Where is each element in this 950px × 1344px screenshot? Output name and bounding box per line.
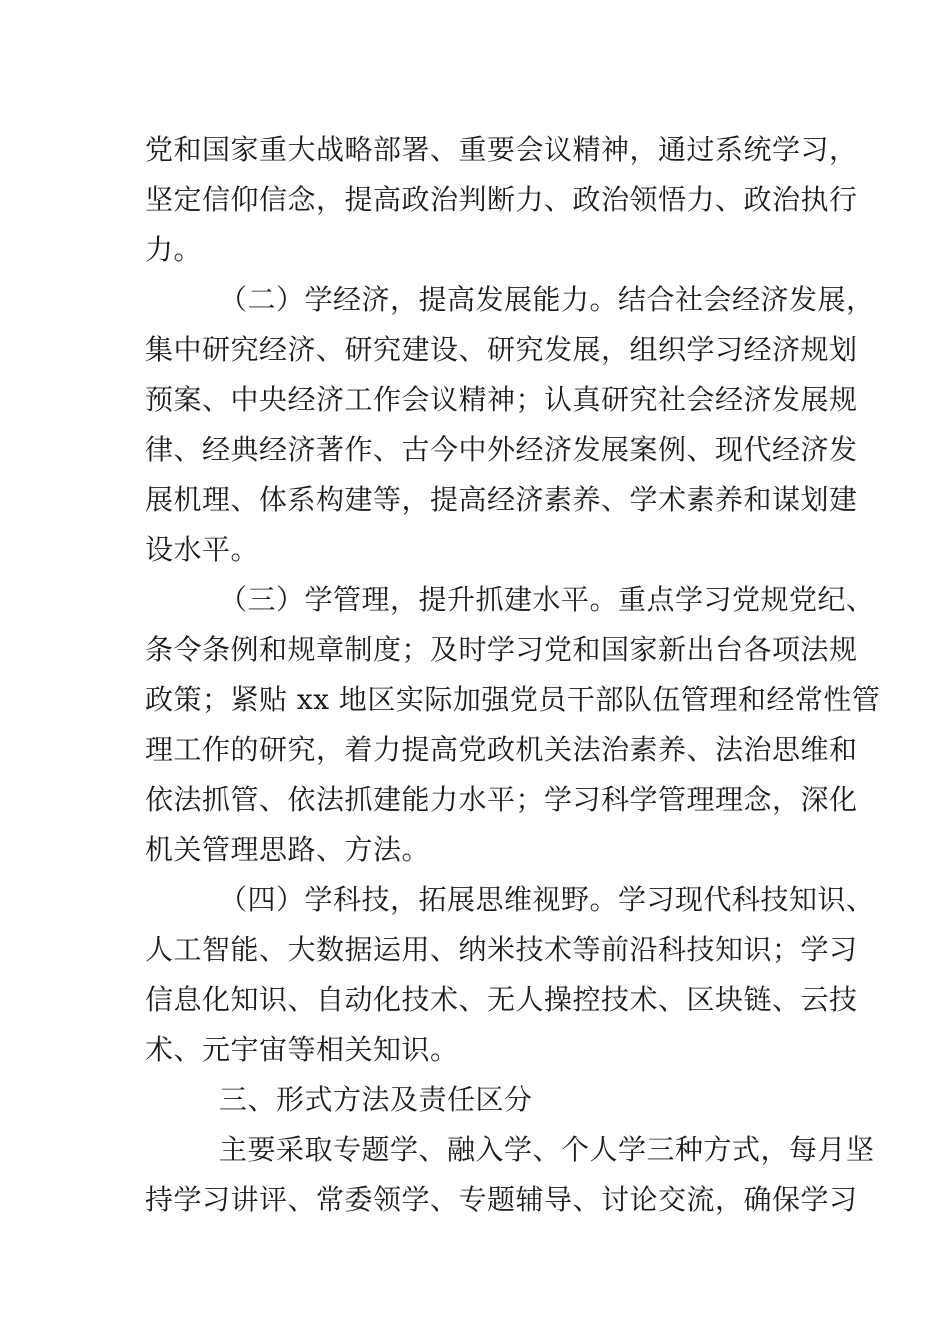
paragraph-first-line: （三）学管理，提升抓建水平。重点学习党规党纪、 xyxy=(219,583,875,616)
text-line: 预案、中央经济工作会议精神；认真研究社会经济发展规 xyxy=(145,383,858,416)
text-line: 展机理、体系构建等，提高经济素养、学术素养和谋划建 xyxy=(145,483,858,516)
text-line: 条令条例和规章制度；及时学习党和国家新出台各项法规 xyxy=(145,633,858,666)
text-line: 人工智能、大数据运用、纳米技术等前沿科技知识；学习 xyxy=(145,933,858,966)
text-line: 持学习讲评、常委领学、专题辅导、讨论交流，确保学习 xyxy=(145,1183,858,1216)
text-line: 理工作的研究，着力提高党政机关法治素养、法治思维和 xyxy=(145,733,858,766)
text-line: 坚定信仰信念，提高政治判断力、政治领悟力、政治执行 xyxy=(145,183,858,216)
text-line: 政策；紧贴 xx 地区实际加强党员干部队伍管理和经常性管 xyxy=(145,683,881,716)
text-line: 力。 xyxy=(145,233,203,266)
document-body xyxy=(145,125,881,1225)
paragraph-first-line: 主要采取专题学、融入学、个人学三种方式，每月坚 xyxy=(219,1133,875,1166)
text-line: 设水平。 xyxy=(145,533,260,566)
section-heading: 三、形式方法及责任区分 xyxy=(219,1083,533,1116)
text-line: 机关管理思路、方法。 xyxy=(145,833,431,866)
text-line: 党和国家重大战略部署、重要会议精神，通过系统学习， xyxy=(145,133,858,166)
paragraph-first-line: （二）学经济，提高发展能力。结合社会经济发展， xyxy=(219,283,875,316)
text-line: 集中研究经济、研究建设、研究发展，组织学习经济规划 xyxy=(145,333,858,366)
text-line: 依法抓管、依法抓建能力水平；学习科学管理理念，深化 xyxy=(145,783,858,816)
text-line: 术、元宇宙等相关知识。 xyxy=(145,1033,459,1066)
paragraph-first-line: （四）学科技，拓展思维视野。学习现代科技知识、 xyxy=(219,883,875,916)
text-line: 信息化知识、自动化技术、无人操控技术、区块链、云技 xyxy=(145,983,858,1016)
text-line: 律、经典经济著作、古今中外经济发展案例、现代经济发 xyxy=(145,433,858,466)
